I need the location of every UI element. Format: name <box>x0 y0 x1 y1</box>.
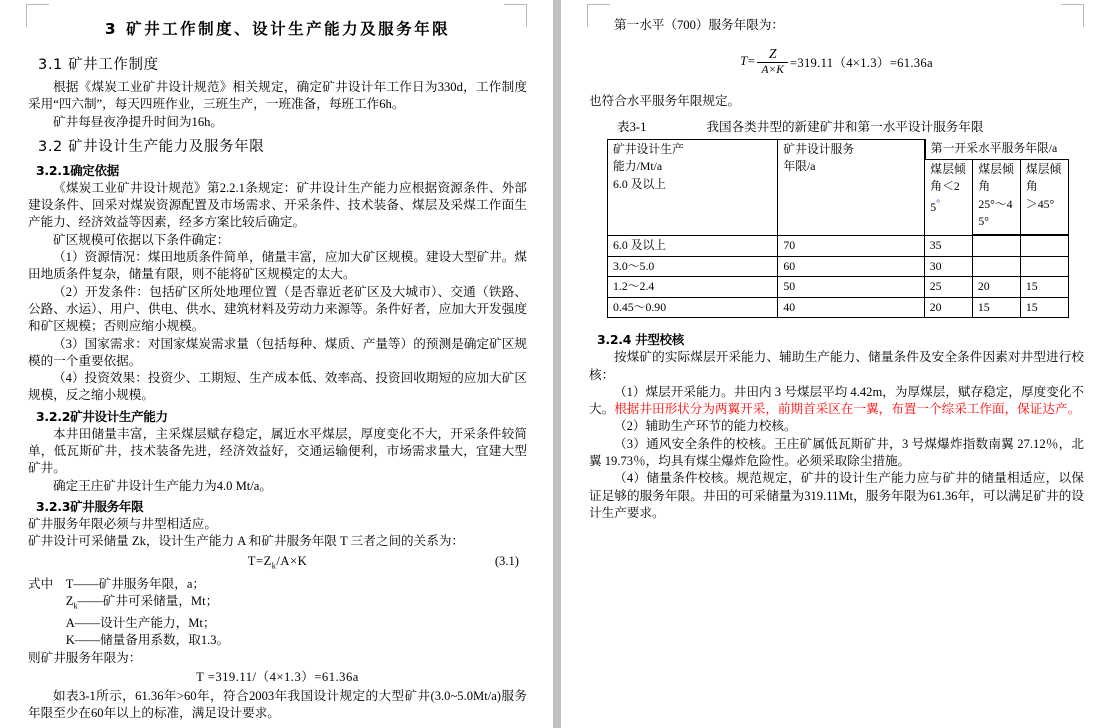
paragraph-work-system: 根据《煤炭工业矿井设计规范》相关规定，确定矿井设计年工作日为330d，工作制度采用“四六制”，每天四班作业，三班生产，一班准备，每班工作6h。 <box>28 80 527 112</box>
table-header-first-level-group <box>924 139 1068 235</box>
cell-dip-25-45 <box>972 256 1020 277</box>
table-subheader-dip-gt45 <box>1020 159 1068 234</box>
paragraph-capacity-value: 确定王庄矿井设计生产能力为4.0 Mt/a。 <box>53 478 272 493</box>
formula-result <box>28 668 527 687</box>
table-row <box>608 256 1069 277</box>
subheader-1-line1: 煤层倾角 <box>978 161 1014 194</box>
paragraph-seam-capacity-red: 根据井田形状分为两翼开采，前期首采区在一翼，布置一个综采工作面，保证达产。 <box>614 402 1081 417</box>
page-left-content <box>28 8 527 723</box>
table-row <box>608 277 1069 298</box>
table-header-service-life <box>778 139 924 235</box>
table-caption <box>589 116 1084 135</box>
paragraph-check-intro: 按煤矿的实际煤层开采能力、辅助生产能力、储量条件及安全条件因素对井型进行校核： <box>589 350 1084 382</box>
heading-3-2-1: 3.2.1确定依据 <box>36 162 119 178</box>
heading-3-2: 3.2 矿井设计生产能力及服务年限 <box>38 138 265 155</box>
cell-dip-25-45: 20 <box>972 277 1020 298</box>
heading-3-1: 3.1 矿井工作制度 <box>38 57 159 73</box>
cell-dip-25-45 <box>972 236 1020 257</box>
page-right-content <box>589 8 1084 522</box>
cell-capacity: 3.0～5.0 <box>608 256 778 277</box>
paragraph-seam-capacity <box>589 384 1084 419</box>
table-title: 我国各类井型的新建矿井和第一水平设计服务年限 <box>706 119 984 134</box>
subheader-2-line2: ＞45° <box>1025 196 1055 211</box>
paragraph-scale-intro: 矿区规模可依据以下条件确定： <box>53 232 230 247</box>
paragraph-design-basis: 《煤炭工业矿井设计规范》第2.2.1条规定：矿井设计生产能力应根据资源条件、外部建设条件、回采对煤炭资源配置及市场需求、开采条件、技术装备、煤层及采煤工作面生产能力、经济效益等因素，经多方案比较后确定。 <box>28 180 527 230</box>
cell-capacity: 0.45～0.90 <box>608 297 778 318</box>
page-left <box>0 0 553 728</box>
paragraph-conforms: 也符合水平服务年限规定。 <box>589 93 741 108</box>
heading-3-2-3: 3.2.3矿井服务年限 <box>36 498 144 514</box>
formula-lhs: T= <box>740 54 756 69</box>
header-capacity-line3: 6.0 及以上 <box>613 176 667 191</box>
page-right <box>561 0 1110 728</box>
paragraph-service-life-intro: 矿井服务年限必须与井型相适应。 <box>28 516 217 531</box>
formula-fraction-block <box>589 47 1084 76</box>
definition-K: K——储量备用系数，取1.3。 <box>28 633 230 648</box>
paragraph-first-level-service: 第一水平（700）服务年限为： <box>614 18 785 32</box>
paragraph-hoisting-time: 矿井每昼夜净提升时间为16h。 <box>53 114 224 129</box>
table-subheader-dip-25-45 <box>973 159 1021 234</box>
heading-3-2-2: 3.2.2矿井设计生产能力 <box>36 408 168 424</box>
cell-dip-gt45: 15 <box>1020 297 1068 318</box>
cell-dip-25-45: 15 <box>972 297 1020 318</box>
definition-Zk-subscript: k <box>73 601 78 611</box>
formula-3-1-rest: /A×K <box>276 553 308 568</box>
paragraph-investment-effect: （4）投资效果：投资少、工期短、生产成本低、效率高、投资回收期短的应加大矿区规模，反之缩小规模。 <box>28 371 527 403</box>
formula-3-1 <box>28 552 527 576</box>
table-header-row <box>608 139 1069 235</box>
paragraph-auxiliary-check: （2）辅助生产环节的能力校核。 <box>614 419 797 434</box>
table-header-first-level-span: 第一开采水平服务年限/a <box>925 139 1068 159</box>
subheader-0-degree: ° <box>936 198 940 209</box>
definition-Zk-pre: Z <box>28 594 74 609</box>
table-header-capacity <box>608 139 778 235</box>
definition-A: A——设计生产能力，Mt； <box>28 616 216 631</box>
cell-service-life: 70 <box>778 236 924 257</box>
page-title: 3 矿井工作制度、设计生产能力及服务年限 <box>104 20 451 38</box>
paragraph-then-service-life: 则矿井服务年限为： <box>28 650 142 665</box>
cell-service-life: 40 <box>778 297 924 318</box>
definition-Zk-post: ——矿井可采储量，Mt； <box>77 594 219 609</box>
cell-service-life: 50 <box>778 277 924 298</box>
cell-dip-gt45 <box>1020 236 1068 257</box>
paragraph-resource-condition: （1）资源情况：煤田地质条件简单，储量丰富，应加大矿区规模。建设大型矿井。煤田地质条件复杂，储量有限，则不能将矿区规模定的太大。 <box>28 250 527 282</box>
cell-dip-lt25: 35 <box>924 236 972 257</box>
formula-denominator: A×K <box>757 62 787 76</box>
cell-service-life: 60 <box>778 256 924 277</box>
header-service-line2: 年限/a <box>783 159 816 174</box>
cell-capacity: 1.2～2.4 <box>608 277 778 298</box>
paragraph-conclusion: 如表3-1所示，61.36年>60年，符合2003年我国设计规定的大型矿井(3.0~5.0Mt/a)服务年限至少在60年以上的标准，满足设计要求。 <box>28 689 527 721</box>
formula-3-1-subscript: k <box>271 561 277 571</box>
cell-dip-lt25: 30 <box>924 256 972 277</box>
table-subheader-dip-lt25 <box>925 159 973 234</box>
paragraph-national-demand: （3）国家需求：对国家煤炭需求量（包括每种、煤质、产量等）的预测是确定矿区规模的一个重要依据。 <box>28 336 527 368</box>
header-capacity-line2: 能力/Mt/a <box>613 159 663 174</box>
header-service-line1: 矿井设计服务 <box>783 141 855 156</box>
formula-result-text: T =319.11/（4×1.3）=61.36a <box>196 670 359 685</box>
cell-dip-lt25: 20 <box>924 297 972 318</box>
cell-dip-lt25: 25 <box>924 277 972 298</box>
paragraph-mine-capacity: 本井田储量丰富，主采煤层赋存稳定，属近水平煤层，厚度变化不大，开采条件较简单，低瓦斯矿井，技术装备先进，经济效益好，交通运输便利，市场需求量大，宜建大型矿井。 <box>28 426 527 476</box>
definition-T: 式中 T——矿井服务年限，a； <box>28 577 206 592</box>
heading-3-2-4: 3.2.4 井型校核 <box>597 332 684 348</box>
table-label: 表3-1 <box>617 119 647 134</box>
paragraph-development-condition: （2）开发条件：包括矿区所处地理位置（是否靠近老矿区及大城市）、交通（铁路、公路、水运）、用户、供电、供水、建筑材料及劳动力来源等。条件好者，应加大开发强度和矿区规模；否则应缩小规模。 <box>28 284 527 334</box>
formula-3-1-number: (3.1) <box>494 553 519 568</box>
paragraph-seam-capacity-black: （1）煤层开采能力。井田内 3 号煤层平均 4.42m，为厚煤层，赋存稳定，厚度变化不大。 <box>589 384 1084 417</box>
paragraph-reserve-check: （4）储量条件校核。规范规定，矿井的设计生产能力应与矿井的储量相适应，以保证足够的服务年限。井田的可采储量为319.11Mt，服务年限为61.36年，可以满足矿井的设计生产要求。 <box>589 471 1084 520</box>
page-gutter <box>553 0 561 728</box>
formula-3-1-main: T=Z <box>247 553 272 568</box>
definition-Zk <box>28 593 527 615</box>
table-row <box>608 297 1069 318</box>
cell-capacity: 6.0 及以上 <box>608 236 778 257</box>
header-capacity-line1: 矿井设计生产 <box>613 141 684 156</box>
subheader-2-line1: 煤层倾角 <box>1025 161 1062 194</box>
cell-dip-gt45: 15 <box>1020 277 1068 298</box>
subheader-1-line2: 25°～45° <box>978 196 1013 229</box>
table-row <box>608 236 1069 257</box>
formula-tail: =319.11（4×1.3）=61.36a <box>789 56 933 71</box>
formula-numerator: Z <box>768 46 777 62</box>
subheader-0-line1: 煤层倾角＜25 <box>930 161 966 214</box>
formula-fraction <box>757 47 787 76</box>
paragraph-ventilation-check: （3）通风安全条件的校核。王庄矿属低瓦斯矿井，3 号煤爆炸指数南翼 27.12％，北翼 19.73％，均具有煤尘爆炸危险性。必须采取除尘措施。 <box>589 436 1084 469</box>
table-3-1 <box>607 139 1069 318</box>
paragraph-relation: 矿井设计可采储量 Zk，设计生产能力 A 和矿井服务年限 T 三者之间的关系为： <box>28 534 465 549</box>
cell-dip-gt45 <box>1020 256 1068 277</box>
